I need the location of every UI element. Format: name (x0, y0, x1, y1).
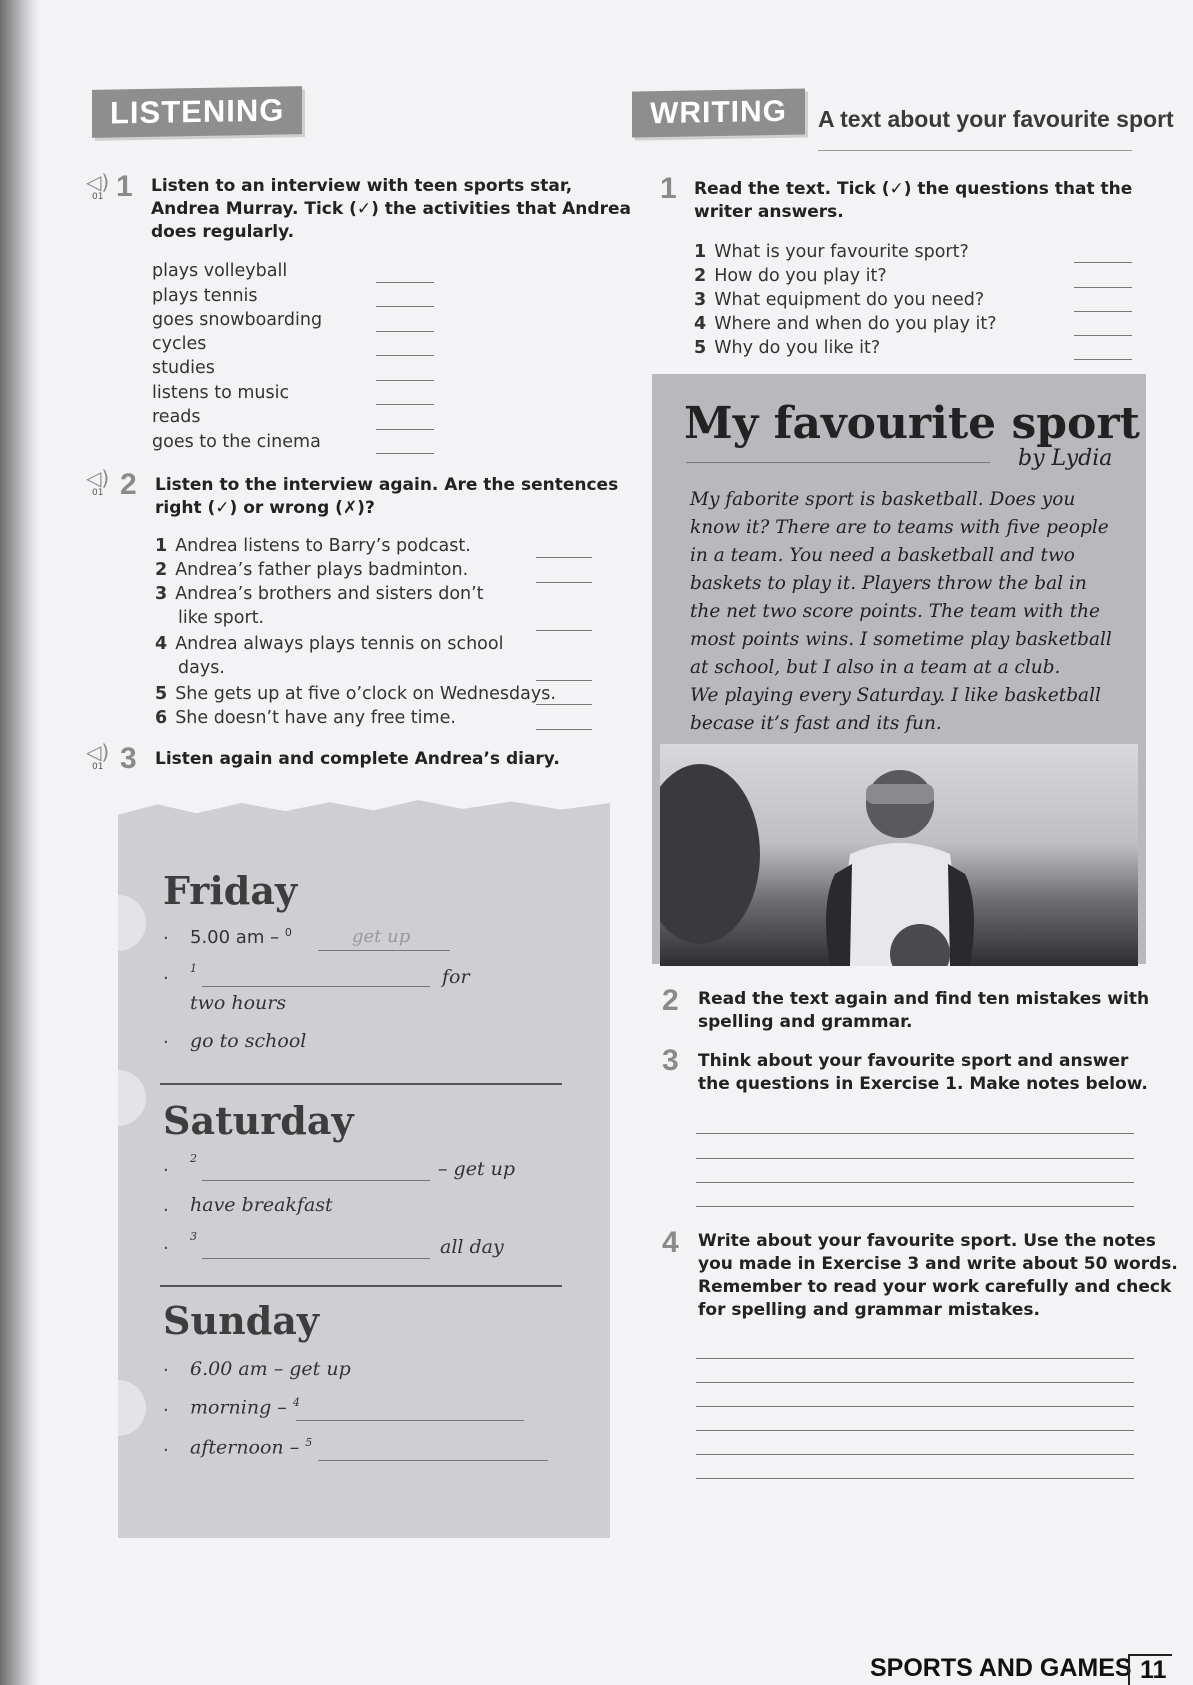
writing-ex3-instruction (698, 1050, 1148, 1096)
article-line: the net two score points. The team with the (690, 601, 1101, 622)
basketball-player-photo (660, 744, 1138, 966)
question-text: How do you play it? (714, 266, 887, 286)
article-line: at school, but I also in a team at a club. (690, 657, 1061, 678)
bullet: · (163, 1360, 169, 1381)
answer-blank[interactable] (536, 729, 592, 730)
blank-number: 0 (284, 926, 292, 939)
diary-text: two hours (190, 992, 287, 1014)
exercise-number: 2 (662, 984, 679, 1017)
item-number: 4 (694, 314, 707, 334)
example-answer: get up (352, 926, 411, 947)
question-item (694, 288, 984, 312)
diary-text: morning – (190, 1396, 287, 1419)
diary-time (190, 926, 292, 948)
instruction-line: Read the text. Tick (✓) the questions that the (694, 179, 1133, 199)
page-number: 11 (1128, 1654, 1172, 1685)
answer-blank[interactable] (536, 557, 592, 558)
audio-icon: ◁) 01 (86, 172, 120, 208)
diary-blank[interactable] (202, 1180, 430, 1181)
statement-item (155, 558, 468, 582)
statement-item (155, 706, 456, 730)
diary-day-friday: Friday (163, 868, 298, 913)
listening-ex1-instruction (151, 175, 631, 244)
answer-blank[interactable] (1074, 262, 1132, 263)
question-text: Why do you like it? (714, 338, 881, 358)
statement-text: She doesn’t have any free time. (175, 708, 456, 728)
statement-text: like sport. (178, 608, 265, 628)
article-line: becase it’s fast and its fun. (690, 713, 942, 734)
item-number: 1 (694, 242, 707, 262)
listening-banner: LISTENING (92, 86, 302, 138)
notes-line[interactable] (696, 1158, 1134, 1159)
question-item (694, 264, 887, 288)
question-text: Where and when do you play it? (714, 314, 997, 334)
answer-blank[interactable] (536, 582, 592, 583)
answer-blank[interactable] (376, 380, 434, 381)
diary-text: 5.00 am – (190, 927, 280, 948)
article-line: most points wins. I sometime play basketball (690, 629, 1112, 650)
statement-text: Andrea’s brothers and sisters don’t (175, 584, 484, 604)
activity-item: goes snowboarding (152, 310, 323, 330)
activity-item: cycles (152, 334, 207, 354)
diary-text (190, 1436, 312, 1458)
bullet: · (163, 1160, 169, 1181)
question-item (694, 336, 880, 360)
item-number: 4 (155, 634, 168, 654)
answer-blank[interactable] (318, 950, 450, 951)
answer-blank[interactable] (1074, 287, 1132, 288)
diary-text: have breakfast (190, 1194, 333, 1216)
article-line: know it? There are to teams with five people (690, 517, 1109, 538)
listening-ex3-instruction: Listen again and complete Andrea’s diary. (155, 749, 560, 769)
diary-text: afternoon – (190, 1436, 300, 1459)
exercise-number: 3 (120, 742, 137, 775)
item-number: 5 (694, 338, 707, 358)
instruction-line: Listen to an interview with teen sports star, (151, 176, 573, 196)
audio-track: 01 (92, 192, 104, 202)
bullet: · (163, 1238, 169, 1259)
audio-track: 01 (92, 762, 104, 772)
diary-blank[interactable] (296, 1420, 524, 1421)
statement-text: She gets up at five o’clock on Wednesdays. (175, 684, 556, 704)
instruction-line: spelling and grammar. (698, 1012, 913, 1032)
writing-ex4-instruction (698, 1230, 1178, 1322)
diary-text: for (442, 966, 470, 988)
diary-text: 6.00 am – get up (190, 1358, 351, 1380)
blank-number-wrap (190, 1230, 197, 1252)
instruction-line: Think about your favourite sport and answer (698, 1051, 1129, 1071)
article-line: We playing every Saturday. I like basketball (690, 685, 1101, 706)
answer-blank[interactable] (536, 704, 592, 705)
bullet: · (163, 1032, 169, 1053)
bullet: · (163, 1200, 169, 1221)
answer-blank[interactable] (536, 630, 592, 631)
diary-text: – get up (438, 1158, 516, 1180)
subtitle-underline (818, 150, 1132, 151)
writing-subtitle: A text about your favourite sport (818, 106, 1174, 132)
writing-line[interactable] (696, 1430, 1134, 1431)
bullet: · (163, 928, 169, 949)
diary-blank[interactable] (318, 1460, 548, 1461)
diary-text: go to school (190, 1030, 307, 1052)
book-spine-shadow (0, 0, 40, 1685)
writing-banner: WRITING (632, 88, 805, 137)
instruction-line: writer answers. (694, 202, 844, 222)
answer-blank[interactable] (376, 355, 434, 356)
instruction-line: Listen to the interview again. Are the sentences (155, 475, 619, 495)
statement-item (155, 582, 484, 606)
blank-number-wrap (190, 962, 197, 984)
instruction-line: Write about your favourite sport. Use the notes (698, 1231, 1156, 1251)
item-number: 6 (155, 708, 168, 728)
item-number: 5 (155, 684, 168, 704)
activity-item: plays tennis (152, 286, 258, 306)
answer-blank[interactable] (1074, 359, 1132, 360)
divider (160, 1083, 562, 1085)
activity-item: goes to the cinema (152, 432, 321, 452)
diary-blank[interactable] (202, 986, 430, 987)
section-title: SPORTS AND GAMES (870, 1654, 1132, 1682)
question-item (694, 312, 997, 336)
writing-line[interactable] (696, 1406, 1134, 1407)
activity-item: reads (152, 407, 201, 427)
statement-text: Andrea always plays tennis on school (175, 634, 504, 654)
activity-item: plays volleyball (152, 261, 288, 281)
bullet: · (163, 1400, 169, 1421)
exercise-number: 2 (120, 468, 137, 501)
diary-text (190, 1396, 300, 1418)
instruction-line: you made in Exercise 3 and write about 50 words. (698, 1254, 1178, 1274)
bullet: · (163, 968, 169, 989)
audio-icon: ◁) 01 (86, 742, 120, 778)
article-author: by Lydia (1018, 446, 1113, 471)
diary-blank[interactable] (202, 1258, 430, 1259)
question-item (694, 240, 969, 264)
divider (160, 1285, 562, 1287)
statement-text: Andrea’s father plays badminton. (175, 560, 469, 580)
writing-line[interactable] (696, 1454, 1134, 1455)
statement-item (155, 632, 503, 656)
item-number: 3 (694, 290, 707, 310)
answer-blank[interactable] (1074, 335, 1132, 336)
item-number: 1 (155, 536, 168, 556)
listening-ex2-instruction (155, 474, 618, 520)
notes-line[interactable] (696, 1206, 1134, 1207)
article-title: My favourite sport (684, 398, 1140, 449)
blank-number: 1 (190, 962, 197, 975)
item-number: 3 (155, 584, 168, 604)
writing-ex2-instruction (698, 988, 1149, 1034)
notes-line[interactable] (696, 1133, 1134, 1134)
article-line: baskets to play it. Players throw the bal in (690, 573, 1087, 594)
diary-day-sunday: Sunday (163, 1298, 319, 1343)
statement-item (155, 534, 471, 558)
item-number: 2 (155, 560, 168, 580)
writing-line[interactable] (696, 1382, 1134, 1383)
answer-blank[interactable] (536, 680, 592, 681)
answer-blank[interactable] (376, 306, 434, 307)
answer-blank[interactable] (376, 282, 434, 283)
instruction-line: the questions in Exercise 1. Make notes below. (698, 1074, 1148, 1094)
writing-ex1-instruction (694, 178, 1132, 224)
item-number: 2 (694, 266, 707, 286)
bullet: · (163, 1440, 169, 1461)
audio-track: 01 (92, 488, 104, 498)
statement-text: Andrea listens to Barry’s podcast. (175, 536, 471, 556)
article-line: My faborite sport is basketball. Does you (690, 489, 1076, 510)
answer-blank[interactable] (1074, 311, 1132, 312)
instruction-line: Remember to read your work carefully and check (698, 1277, 1172, 1297)
audio-icon: ◁) 01 (86, 468, 120, 504)
answer-blank[interactable] (376, 404, 434, 405)
statement-item (155, 682, 556, 706)
blank-number: 3 (190, 1230, 197, 1243)
instruction-line: does regularly. (151, 222, 295, 242)
answer-blank[interactable] (376, 453, 434, 454)
exercise-number: 3 (662, 1044, 679, 1077)
diary-day-saturday: Saturday (163, 1098, 354, 1143)
instruction-line: Read the text again and find ten mistakes with (698, 989, 1150, 1009)
diary-text: all day (440, 1236, 504, 1258)
instruction-line: for spelling and grammar mistakes. (698, 1300, 1040, 1320)
exercise-number: 1 (660, 172, 677, 205)
question-text: What is your favourite sport? (714, 242, 969, 262)
answer-blank[interactable] (376, 331, 434, 332)
exercise-number: 4 (662, 1226, 679, 1259)
instruction-line: right (✓) or wrong (✗)? (155, 498, 375, 518)
blank-number: 2 (190, 1152, 197, 1165)
statement-text: days. (178, 658, 225, 678)
activity-item: listens to music (152, 383, 290, 403)
blank-number: 4 (292, 1396, 300, 1409)
article-body (690, 486, 1120, 738)
article-line: in a team. You need a basketball and two (690, 545, 1075, 566)
activity-item: studies (152, 358, 215, 378)
instruction-line: Andrea Murray. Tick (✓) the activities that Andrea (151, 199, 631, 219)
blank-number: 5 (305, 1436, 313, 1449)
answer-blank[interactable] (376, 429, 434, 430)
writing-line[interactable] (696, 1358, 1134, 1359)
question-text: What equipment do you need? (714, 290, 985, 310)
notes-line[interactable] (696, 1182, 1134, 1183)
title-rule (686, 462, 990, 463)
writing-line[interactable] (696, 1478, 1134, 1479)
blank-number-wrap (190, 1152, 197, 1174)
exercise-number: 1 (116, 170, 133, 203)
